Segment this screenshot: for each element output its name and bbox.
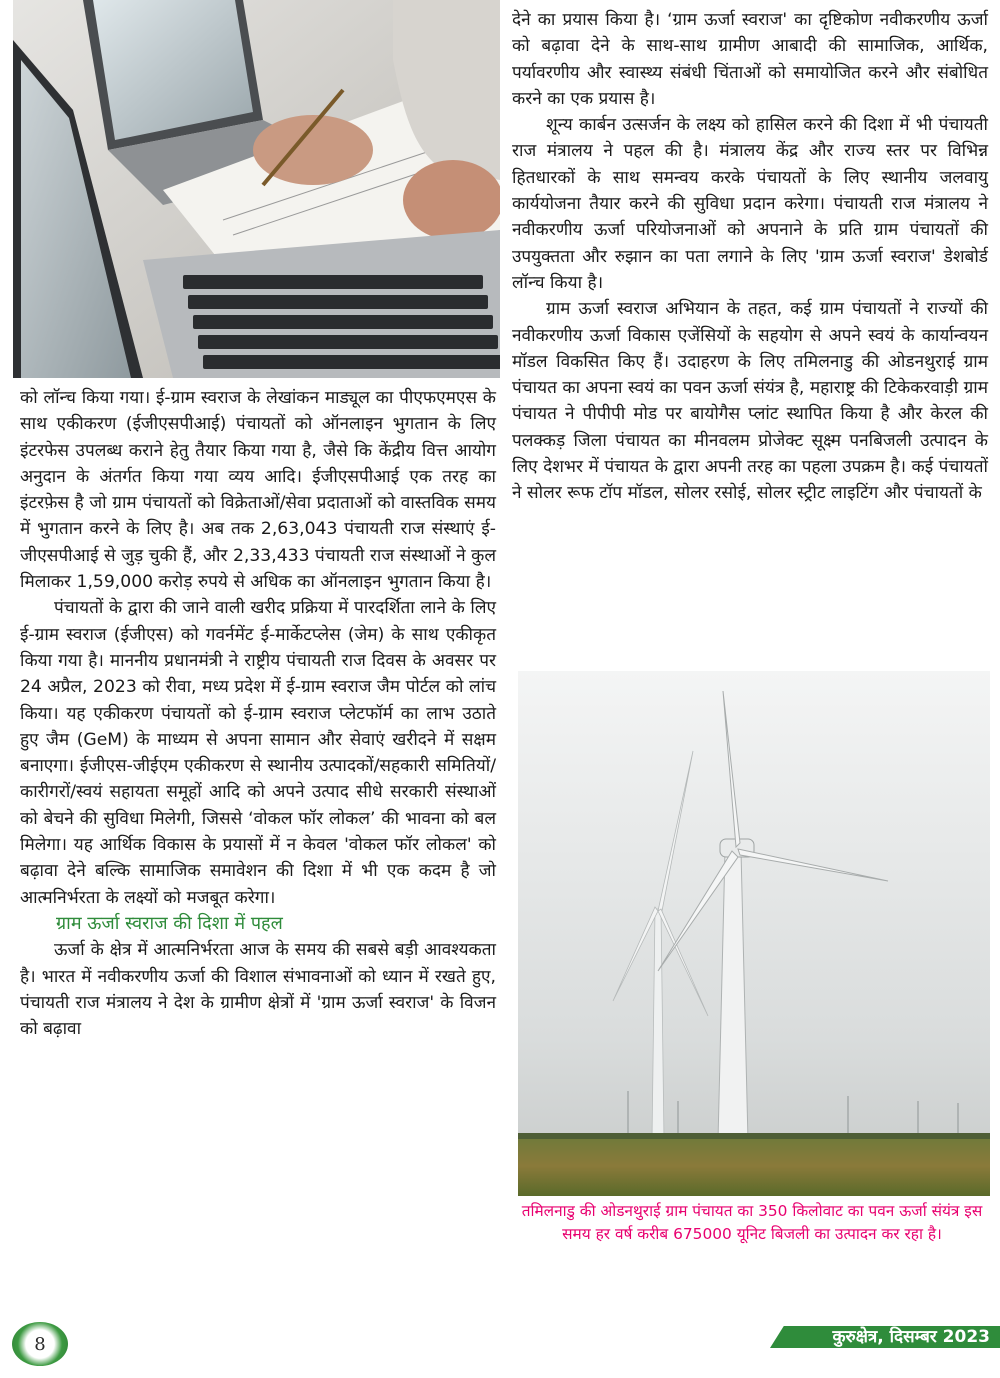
page-number: 8 xyxy=(34,1333,46,1355)
photo-caption: तमिलनाडु की ओडनथुराई ग्राम पंचायत का 350 किलोवाट का पवन ऊर्जा संयंत्र इस समय हर वर्ष करीब 675000 यूनिट बिजली का उत्पादन कर रहा है। xyxy=(521,1202,983,1243)
page-number-badge xyxy=(12,1322,68,1366)
left-paragraph-3: ऊर्जा के क्षेत्र में आत्मनिर्भरता आज के समय की सबसे बड़ी आवश्यकता है। भारत में नवीकरणीय ऊर्जा की विशाल संभावनाओं को ध्यान में रखते हुए, पंचायती राज मंत्रालय ने देश के ग्रामीण क्षेत्रों में 'ग्राम ऊर्जा स्वराज' के विजन को बढ़ावा xyxy=(20,940,496,1040)
laptop-photo xyxy=(13,0,500,378)
right-column xyxy=(512,7,988,507)
section-heading: ग्राम ऊर्जा स्वराज की दिशा में पहल xyxy=(56,912,283,934)
magazine-footer: कुरुक्षेत्र, दिसम्बर 2023 xyxy=(832,1327,990,1347)
wind-turbine-photo xyxy=(518,671,990,1196)
right-paragraph-3: ग्राम ऊर्जा स्वराज अभियान के तहत, कई ग्राम पंचायतों ने राज्यों की नवीकरणीय ऊर्जा विकास एजेंसियों के सहयोग से अपने स्वयं के कार्यान्वयन मॉडल विकसित किए हैं। उदाहरण के लिए तमिलनाडु की ओडनथुराई ग्राम पंचायत का अपना स्वयं का पवन ऊर्जा संयंत्र है, महाराष्ट्र की टिकेकरवाड़ी ग्राम पंचायत ने पीपीपी मोड पर बायोगैस प्लांट स्थापित किया है और केरल की पलक्कड़ जिला पंचायत का मीनवलम प्रोजेक्ट सूक्ष्म पनबिजली उत्पादन के लिए देशभर में पंचायत के द्वारा अपनी तरह का पहला उपक्रम है। कई पंचायतों ने सोलर रूफ टॉप मॉडल, सोलर रसोई, सोलर स्ट्रीट लाइटिंग और पंचायतों के xyxy=(512,299,988,504)
left-column xyxy=(20,385,496,1042)
left-paragraph-1: को लॉन्च किया गया। ई-ग्राम स्वराज के लेखांकन माड्यूल का पीएफएमएस के साथ एकीकरण (ईजीएसपीआई) पंचायतों को ऑनलाइन भुगतान के लिए इंटरफेस उपलब्ध कराने हेतु तैयार किया गया है, जैसे कि केंद्रीय वित्त आयोग अनुदान के अंतर्गत किया गया व्यय आदि। ईजीएसपीआई एक तरह का इंटरफ़ेस है जो ग्राम पंचायतों को विक्रेताओं/सेवा प्रदाताओं को वास्तविक समय में भुगतान करने के लिए है। अब तक 2,63,043 पंचायती राज संस्थाएं ई-जीएसपीआई से जुड़ चुकी हैं, और 2,33,433 पंचायती राज संस्थाओं ने कुल मिलाकर 1,59,000 करोड़ रुपये से अधिक का ऑनलाइन भुगतान किया है। xyxy=(20,388,496,593)
left-paragraph-2: पंचायतों के द्वारा की जाने वाली खरीद प्रक्रिया में पारदर्शिता लाने के लिए ई-ग्राम स्वराज (ईजीएस) को गवर्नमेंट ई-मार्केटप्लेस (जेम) के साथ एकीकृत किया गया है। माननीय प्रधानमंत्री ने राष्ट्रीय पंचायती राज दिवस के अवसर पर 24 अप्रैल, 2023 को रीवा, मध्य प्रदेश में ई-ग्राम स्वराज जैम पोर्टल को लांच किया। यह एकीकरण पंचायतों को ई-ग्राम स्वराज प्लेटफॉर्म का लाभ उठाते हुए जैम (GeM) के माध्यम से अपना सामान और सेवाएं खरीदने में सक्षम बनाएगा। ईजीएस-जीईएम एकीकरण से स्थानीय उत्पादकों/सहकारी समितियों/कारीगरों/स्वयं सहायता समूहों आदि को अपने उत्पाद सीधे सरकारी संस्थाओं को बेचने की सुविधा मिलेगी, जिससे ‘वोकल फॉर लोकल’ की भावना को बल मिलेगा। यह आर्थिक विकास के प्रयासों में न केवल 'वोकल फॉर लोकल' को बढ़ावा देने बल्कि सामाजिक समावेशन की दिशा में भी एक कदम है जो आत्मनिर्भरता के लक्ष्यों को मजबूत करेगा। xyxy=(20,598,496,908)
right-paragraph-1: देने का प्रयास किया है। ‘ग्राम ऊर्जा स्वराज' का दृष्टिकोण नवीकरणीय ऊर्जा को बढ़ावा देने के साथ-साथ ग्रामीण आबादी की सामाजिक, आर्थिक, पर्यावरणीय और स्वास्थ्य संबंधी चिंताओं को समायोजित करने और संबोधित करने का एक प्रयास है। xyxy=(512,10,988,109)
right-paragraph-2: शून्य कार्बन उत्सर्जन के लक्ष्य को हासिल करने की दिशा में भी पंचायती राज मंत्रालय ने पहल की है। मंत्रालय केंद्र और राज्य स्तर पर विभिन्न हितधारकों के साथ समन्वय करके पंचायतों के लिए स्थानीय जलवायु कार्ययोजना तैयार करने की सुविधा प्रदान करेगा। पंचायती राज मंत्रालय ने नवीकरणीय ऊर्जा परियोजनाओं को अपनाने के प्रति ग्राम पंचायतों की उपयुक्तता और रुझान का पता लगाने के लिए 'ग्राम ऊर्जा स्वराज' डेशबोर्ड लॉन्च किया है। xyxy=(512,115,988,293)
